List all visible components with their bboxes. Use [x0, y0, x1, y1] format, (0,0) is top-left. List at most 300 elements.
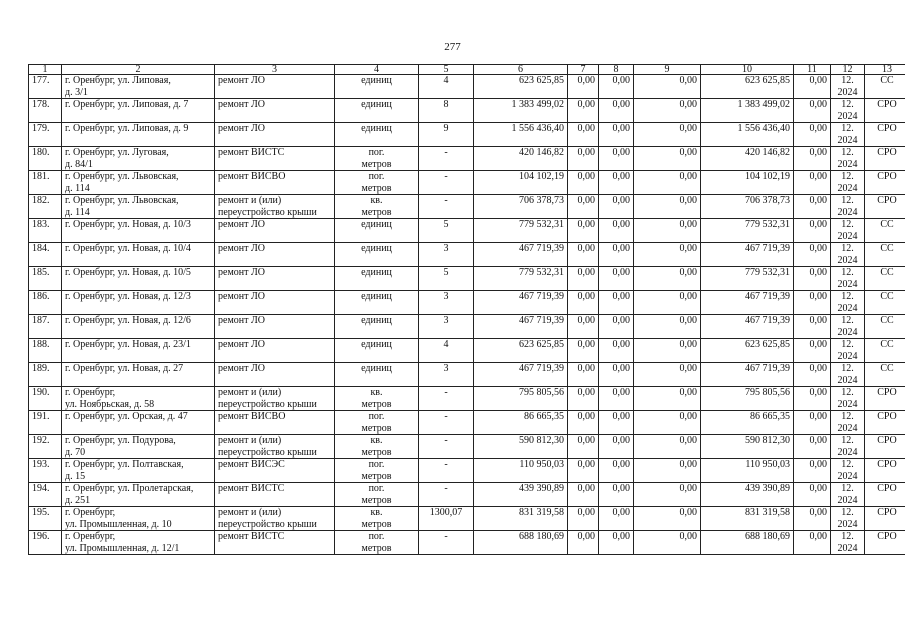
address-cell-line: ул. Ноябрьская, д. 58 — [65, 398, 155, 410]
unit-cell-line: пог. — [368, 411, 385, 422]
unit-cell — [335, 195, 419, 219]
unit-cell-line: единиц — [361, 291, 392, 302]
work-type-cell — [215, 267, 335, 291]
total-cost-cell: 779 532,31 — [474, 219, 568, 243]
cost-col10-cell: 467 719,39 — [701, 315, 794, 339]
work-type-cell — [215, 219, 335, 243]
address-cell-line: г. Оренбург, ул. Новая, д. 10/4 — [65, 243, 191, 254]
method-cell: СРО — [865, 147, 905, 171]
period-cell-line: 12. — [841, 435, 854, 446]
cost-col9-cell: 0,00 — [634, 363, 701, 387]
row-number: 178. — [29, 99, 62, 123]
cost-col10-cell: 779 532,31 — [701, 267, 794, 291]
column-number: 13 — [865, 65, 905, 75]
cost-col8-cell: 0,00 — [599, 219, 634, 243]
row-number: 188. — [29, 339, 62, 363]
unit-cell-line: кв. — [370, 507, 383, 518]
quantity-cell: 3 — [419, 315, 474, 339]
table-row — [29, 411, 905, 435]
quantity-cell: - — [419, 171, 474, 195]
unit-cell-line: пог. — [368, 147, 385, 158]
work-type-cell — [215, 147, 335, 171]
period-cell — [831, 243, 865, 267]
work-type-cell-line: ремонт ВИСТС — [218, 147, 285, 158]
period-cell-line: 12. — [841, 387, 854, 398]
cost-col9-cell: 0,00 — [634, 99, 701, 123]
total-cost-cell: 110 950,03 — [474, 459, 568, 483]
period-cell-line: 12. — [841, 339, 854, 350]
cost-col7-cell: 0,00 — [568, 483, 599, 507]
address-cell — [62, 243, 215, 267]
method-cell: СРО — [865, 483, 905, 507]
period-cell — [831, 147, 865, 171]
cost-col7-cell: 0,00 — [568, 195, 599, 219]
period-cell — [831, 387, 865, 411]
row-number: 179. — [29, 123, 62, 147]
period-cell-line: 2024 — [837, 182, 858, 194]
cost-col7-cell: 0,00 — [568, 315, 599, 339]
work-type-cell — [215, 507, 335, 531]
cost-col10-cell: 467 719,39 — [701, 243, 794, 267]
period-cell-line: 12. — [841, 219, 854, 230]
unit-cell-line: единиц — [361, 75, 392, 86]
cost-col11-cell: 0,00 — [794, 459, 831, 483]
address-cell — [62, 339, 215, 363]
cost-col11-cell: 0,00 — [794, 339, 831, 363]
unit-cell — [335, 387, 419, 411]
period-cell-line: 12. — [841, 315, 854, 326]
cost-col10-cell: 831 319,58 — [701, 507, 794, 531]
table-row — [29, 387, 905, 411]
cost-col11-cell: 0,00 — [794, 507, 831, 531]
cost-col10-cell: 439 390,89 — [701, 483, 794, 507]
cost-col10-cell: 467 719,39 — [701, 291, 794, 315]
address-cell-line: г. Оренбург, ул. Липовая, д. 7 — [65, 99, 189, 110]
period-cell — [831, 291, 865, 315]
work-type-cell-line: переустройство крыши — [218, 206, 317, 218]
total-cost-cell: 104 102,19 — [474, 171, 568, 195]
cost-col7-cell: 0,00 — [568, 123, 599, 147]
work-type-cell — [215, 291, 335, 315]
address-cell-line: г. Оренбург, — [65, 531, 116, 542]
quantity-cell: 8 — [419, 99, 474, 123]
period-cell — [831, 267, 865, 291]
unit-cell-line: метров — [361, 206, 392, 218]
address-cell-line: г. Оренбург, ул. Новая, д. 12/3 — [65, 291, 191, 302]
quantity-cell: 3 — [419, 363, 474, 387]
unit-cell-line: единиц — [361, 219, 392, 230]
cost-col9-cell: 0,00 — [634, 339, 701, 363]
cost-col11-cell: 0,00 — [794, 435, 831, 459]
period-cell — [831, 99, 865, 123]
cost-col11-cell: 0,00 — [794, 75, 831, 99]
cost-col9-cell: 0,00 — [634, 147, 701, 171]
cost-col7-cell: 0,00 — [568, 411, 599, 435]
total-cost-cell: 467 719,39 — [474, 363, 568, 387]
period-cell — [831, 483, 865, 507]
total-cost-cell: 688 180,69 — [474, 531, 568, 555]
unit-cell-line: пог. — [368, 171, 385, 182]
address-cell — [62, 459, 215, 483]
period-cell-line: 2024 — [837, 110, 858, 122]
address-cell-line: г. Оренбург, ул. Львовская, — [65, 171, 179, 182]
period-cell-line: 2024 — [837, 86, 858, 98]
address-cell-line: д. 251 — [65, 494, 91, 506]
address-cell-line: г. Оренбург, ул. Полтавская, — [65, 459, 184, 470]
row-number: 189. — [29, 363, 62, 387]
cost-col11-cell: 0,00 — [794, 291, 831, 315]
cost-col8-cell: 0,00 — [599, 75, 634, 99]
cost-col7-cell: 0,00 — [568, 267, 599, 291]
unit-cell — [335, 123, 419, 147]
period-cell-line: 2024 — [837, 422, 858, 434]
method-cell: СРО — [865, 171, 905, 195]
work-type-cell-line: ремонт ВИСЭС — [218, 459, 285, 470]
cost-col10-cell: 779 532,31 — [701, 219, 794, 243]
address-cell-line: г. Оренбург, ул. Орская, д. 47 — [65, 411, 188, 422]
column-number-row — [29, 65, 905, 75]
cost-col8-cell: 0,00 — [599, 459, 634, 483]
period-cell-line: 2024 — [837, 206, 858, 218]
work-type-cell — [215, 411, 335, 435]
work-type-cell — [215, 123, 335, 147]
column-number: 4 — [335, 65, 419, 75]
cost-col11-cell: 0,00 — [794, 243, 831, 267]
row-number: 195. — [29, 507, 62, 531]
quantity-cell: - — [419, 435, 474, 459]
address-cell — [62, 387, 215, 411]
quantity-cell: 5 — [419, 219, 474, 243]
cost-col9-cell: 0,00 — [634, 483, 701, 507]
address-cell-line: ул. Промышленная, д. 10 — [65, 518, 172, 530]
cost-col11-cell: 0,00 — [794, 363, 831, 387]
total-cost-cell: 623 625,85 — [474, 75, 568, 99]
period-cell-line: 2024 — [837, 470, 858, 482]
work-type-cell — [215, 171, 335, 195]
address-cell-line: д. 114 — [65, 182, 90, 194]
method-cell: СРО — [865, 435, 905, 459]
work-type-cell-line: ремонт ЛО — [218, 291, 265, 302]
period-cell-line: 2024 — [837, 134, 858, 146]
cost-col8-cell: 0,00 — [599, 99, 634, 123]
address-cell-line: д. 70 — [65, 446, 86, 458]
address-cell — [62, 75, 215, 99]
period-cell-line: 12. — [841, 147, 854, 158]
cost-col7-cell: 0,00 — [568, 75, 599, 99]
total-cost-cell: 623 625,85 — [474, 339, 568, 363]
unit-cell-line: кв. — [370, 387, 383, 398]
address-cell — [62, 99, 215, 123]
cost-col8-cell: 0,00 — [599, 171, 634, 195]
cost-col10-cell: 706 378,73 — [701, 195, 794, 219]
cost-col7-cell: 0,00 — [568, 363, 599, 387]
repair-register-table — [28, 64, 905, 555]
unit-cell-line: единиц — [361, 123, 392, 134]
unit-cell-line: метров — [361, 518, 392, 530]
method-cell: СС — [865, 291, 905, 315]
period-cell-line: 12. — [841, 459, 854, 470]
address-cell-line: г. Оренбург, ул. Пролетарская, — [65, 483, 194, 494]
table-row — [29, 483, 905, 507]
cost-col7-cell: 0,00 — [568, 339, 599, 363]
method-cell: СРО — [865, 459, 905, 483]
cost-col11-cell: 0,00 — [794, 411, 831, 435]
unit-cell — [335, 99, 419, 123]
column-number: 2 — [62, 65, 215, 75]
cost-col7-cell: 0,00 — [568, 459, 599, 483]
cost-col8-cell: 0,00 — [599, 195, 634, 219]
cost-col10-cell: 688 180,69 — [701, 531, 794, 555]
period-cell — [831, 339, 865, 363]
unit-cell — [335, 267, 419, 291]
total-cost-cell: 590 812,30 — [474, 435, 568, 459]
period-cell-line: 2024 — [837, 302, 858, 314]
period-cell — [831, 123, 865, 147]
cost-col11-cell: 0,00 — [794, 171, 831, 195]
quantity-cell: - — [419, 459, 474, 483]
address-cell-line: г. Оренбург, ул. Липовая, д. 9 — [65, 123, 189, 134]
quantity-cell: 3 — [419, 291, 474, 315]
cost-col9-cell: 0,00 — [634, 435, 701, 459]
unit-cell-line: единиц — [361, 339, 392, 350]
work-type-cell-line: ремонт ЛО — [218, 219, 265, 230]
period-cell-line: 2024 — [837, 446, 858, 458]
row-number: 181. — [29, 171, 62, 195]
method-cell: СС — [865, 219, 905, 243]
cost-col9-cell: 0,00 — [634, 267, 701, 291]
row-number: 183. — [29, 219, 62, 243]
quantity-cell: 1300,07 — [419, 507, 474, 531]
work-type-cell-line: переустройство крыши — [218, 446, 317, 458]
period-cell-line: 12. — [841, 243, 854, 254]
cost-col8-cell: 0,00 — [599, 483, 634, 507]
table-row — [29, 507, 905, 531]
period-cell-line: 12. — [841, 531, 854, 542]
row-number: 191. — [29, 411, 62, 435]
address-cell — [62, 171, 215, 195]
unit-cell — [335, 291, 419, 315]
cost-col11-cell: 0,00 — [794, 387, 831, 411]
unit-cell-line: метров — [361, 542, 392, 554]
address-cell — [62, 315, 215, 339]
address-cell-line: д. 114 — [65, 206, 90, 218]
cost-col7-cell: 0,00 — [568, 291, 599, 315]
column-number: 12 — [831, 65, 865, 75]
cost-col7-cell: 0,00 — [568, 435, 599, 459]
period-cell-line: 12. — [841, 267, 854, 278]
row-number: 180. — [29, 147, 62, 171]
cost-col9-cell: 0,00 — [634, 531, 701, 555]
table-row — [29, 435, 905, 459]
quantity-cell: - — [419, 483, 474, 507]
address-cell-line: г. Оренбург, ул. Новая, д. 27 — [65, 363, 184, 374]
cost-col10-cell: 110 950,03 — [701, 459, 794, 483]
cost-col11-cell: 0,00 — [794, 483, 831, 507]
cost-col7-cell: 0,00 — [568, 219, 599, 243]
period-cell-line: 2024 — [837, 398, 858, 410]
row-number: 194. — [29, 483, 62, 507]
total-cost-cell: 467 719,39 — [474, 243, 568, 267]
work-type-cell — [215, 339, 335, 363]
work-type-cell-line: ремонт и (или) — [218, 387, 282, 398]
unit-cell-line: единиц — [361, 363, 392, 374]
column-number: 6 — [474, 65, 568, 75]
address-cell-line: г. Оренбург, — [65, 507, 116, 518]
work-type-cell-line: ремонт и (или) — [218, 435, 282, 446]
unit-cell-line: пог. — [368, 483, 385, 494]
cost-col9-cell: 0,00 — [634, 459, 701, 483]
column-number: 1 — [29, 65, 62, 75]
work-type-cell-line: ремонт ЛО — [218, 123, 265, 134]
unit-cell — [335, 171, 419, 195]
period-cell-line: 2024 — [837, 326, 858, 338]
work-type-cell-line: ремонт ЛО — [218, 315, 265, 326]
cost-col10-cell: 590 812,30 — [701, 435, 794, 459]
cost-col11-cell: 0,00 — [794, 219, 831, 243]
quantity-cell: - — [419, 531, 474, 555]
table-row — [29, 123, 905, 147]
work-type-cell-line: ремонт ЛО — [218, 75, 265, 86]
cost-col10-cell: 420 146,82 — [701, 147, 794, 171]
work-type-cell-line: ремонт ЛО — [218, 267, 265, 278]
total-cost-cell: 779 532,31 — [474, 267, 568, 291]
cost-col8-cell: 0,00 — [599, 315, 634, 339]
cost-col8-cell: 0,00 — [599, 507, 634, 531]
cost-col10-cell: 86 665,35 — [701, 411, 794, 435]
cost-col10-cell: 1 383 499,02 — [701, 99, 794, 123]
cost-col11-cell: 0,00 — [794, 195, 831, 219]
total-cost-cell: 439 390,89 — [474, 483, 568, 507]
quantity-cell: 4 — [419, 75, 474, 99]
period-cell-line: 2024 — [837, 278, 858, 290]
method-cell: СС — [865, 363, 905, 387]
work-type-cell — [215, 363, 335, 387]
cost-col9-cell: 0,00 — [634, 411, 701, 435]
work-type-cell — [215, 75, 335, 99]
table-row — [29, 99, 905, 123]
work-type-cell — [215, 387, 335, 411]
period-cell — [831, 219, 865, 243]
total-cost-cell: 1 383 499,02 — [474, 99, 568, 123]
cost-col9-cell: 0,00 — [634, 315, 701, 339]
cost-col10-cell: 1 556 436,40 — [701, 123, 794, 147]
work-type-cell-line: ремонт ЛО — [218, 99, 265, 110]
unit-cell-line: пог. — [368, 531, 385, 542]
work-type-cell-line: ремонт ВИСТС — [218, 483, 285, 494]
address-cell — [62, 435, 215, 459]
unit-cell-line: единиц — [361, 99, 392, 110]
table-row — [29, 219, 905, 243]
address-cell — [62, 123, 215, 147]
address-cell — [62, 219, 215, 243]
unit-cell-line: кв. — [370, 435, 383, 446]
quantity-cell: - — [419, 195, 474, 219]
unit-cell-line: метров — [361, 446, 392, 458]
cost-col8-cell: 0,00 — [599, 339, 634, 363]
period-cell — [831, 531, 865, 555]
period-cell — [831, 315, 865, 339]
period-cell — [831, 507, 865, 531]
work-type-cell-line: переустройство крыши — [218, 518, 317, 530]
cost-col10-cell: 795 805,56 — [701, 387, 794, 411]
period-cell-line: 12. — [841, 75, 854, 86]
unit-cell-line: метров — [361, 470, 392, 482]
table-row — [29, 75, 905, 99]
unit-cell — [335, 531, 419, 555]
method-cell: СС — [865, 267, 905, 291]
cost-col10-cell: 467 719,39 — [701, 363, 794, 387]
period-cell-line: 12. — [841, 195, 854, 206]
total-cost-cell: 420 146,82 — [474, 147, 568, 171]
period-cell-line: 2024 — [837, 230, 858, 242]
address-cell-line: г. Оренбург, — [65, 387, 116, 398]
row-number: 177. — [29, 75, 62, 99]
row-number: 182. — [29, 195, 62, 219]
work-type-cell — [215, 195, 335, 219]
work-type-cell-line: ремонт ВИСТС — [218, 531, 285, 542]
address-cell — [62, 291, 215, 315]
address-cell — [62, 267, 215, 291]
address-cell — [62, 507, 215, 531]
period-cell — [831, 459, 865, 483]
row-number: 192. — [29, 435, 62, 459]
row-number: 193. — [29, 459, 62, 483]
work-type-cell — [215, 99, 335, 123]
cost-col7-cell: 0,00 — [568, 243, 599, 267]
cost-col8-cell: 0,00 — [599, 411, 634, 435]
unit-cell — [335, 75, 419, 99]
address-cell-line: д. 15 — [65, 470, 86, 482]
cost-col9-cell: 0,00 — [634, 291, 701, 315]
work-type-cell — [215, 483, 335, 507]
cost-col11-cell: 0,00 — [794, 123, 831, 147]
unit-cell — [335, 243, 419, 267]
method-cell: СС — [865, 339, 905, 363]
period-cell — [831, 195, 865, 219]
row-number: 187. — [29, 315, 62, 339]
cost-col9-cell: 0,00 — [634, 123, 701, 147]
cost-col8-cell: 0,00 — [599, 123, 634, 147]
period-cell-line: 2024 — [837, 542, 858, 554]
unit-cell — [335, 363, 419, 387]
cost-col11-cell: 0,00 — [794, 99, 831, 123]
cost-col8-cell: 0,00 — [599, 147, 634, 171]
cost-col7-cell: 0,00 — [568, 171, 599, 195]
total-cost-cell: 795 805,56 — [474, 387, 568, 411]
cost-col11-cell: 0,00 — [794, 531, 831, 555]
address-cell-line: г. Оренбург, ул. Луговая, — [65, 147, 169, 158]
unit-cell-line: метров — [361, 398, 392, 410]
period-cell-line: 12. — [841, 507, 854, 518]
total-cost-cell: 831 319,58 — [474, 507, 568, 531]
unit-cell — [335, 411, 419, 435]
period-cell-line: 12. — [841, 99, 854, 110]
address-cell-line: г. Оренбург, ул. Новая, д. 12/6 — [65, 315, 191, 326]
work-type-cell-line: ремонт и (или) — [218, 507, 282, 518]
address-cell-line: г. Оренбург, ул. Новая, д. 10/3 — [65, 219, 191, 230]
cost-col8-cell: 0,00 — [599, 387, 634, 411]
period-cell-line: 2024 — [837, 374, 858, 386]
table-row — [29, 147, 905, 171]
quantity-cell: - — [419, 147, 474, 171]
method-cell: СРО — [865, 195, 905, 219]
address-cell-line: г. Оренбург, ул. Львовская, — [65, 195, 179, 206]
table-row — [29, 339, 905, 363]
unit-cell — [335, 339, 419, 363]
cost-col9-cell: 0,00 — [634, 387, 701, 411]
unit-cell — [335, 147, 419, 171]
address-cell-line: г. Оренбург, ул. Подурова, — [65, 435, 176, 446]
